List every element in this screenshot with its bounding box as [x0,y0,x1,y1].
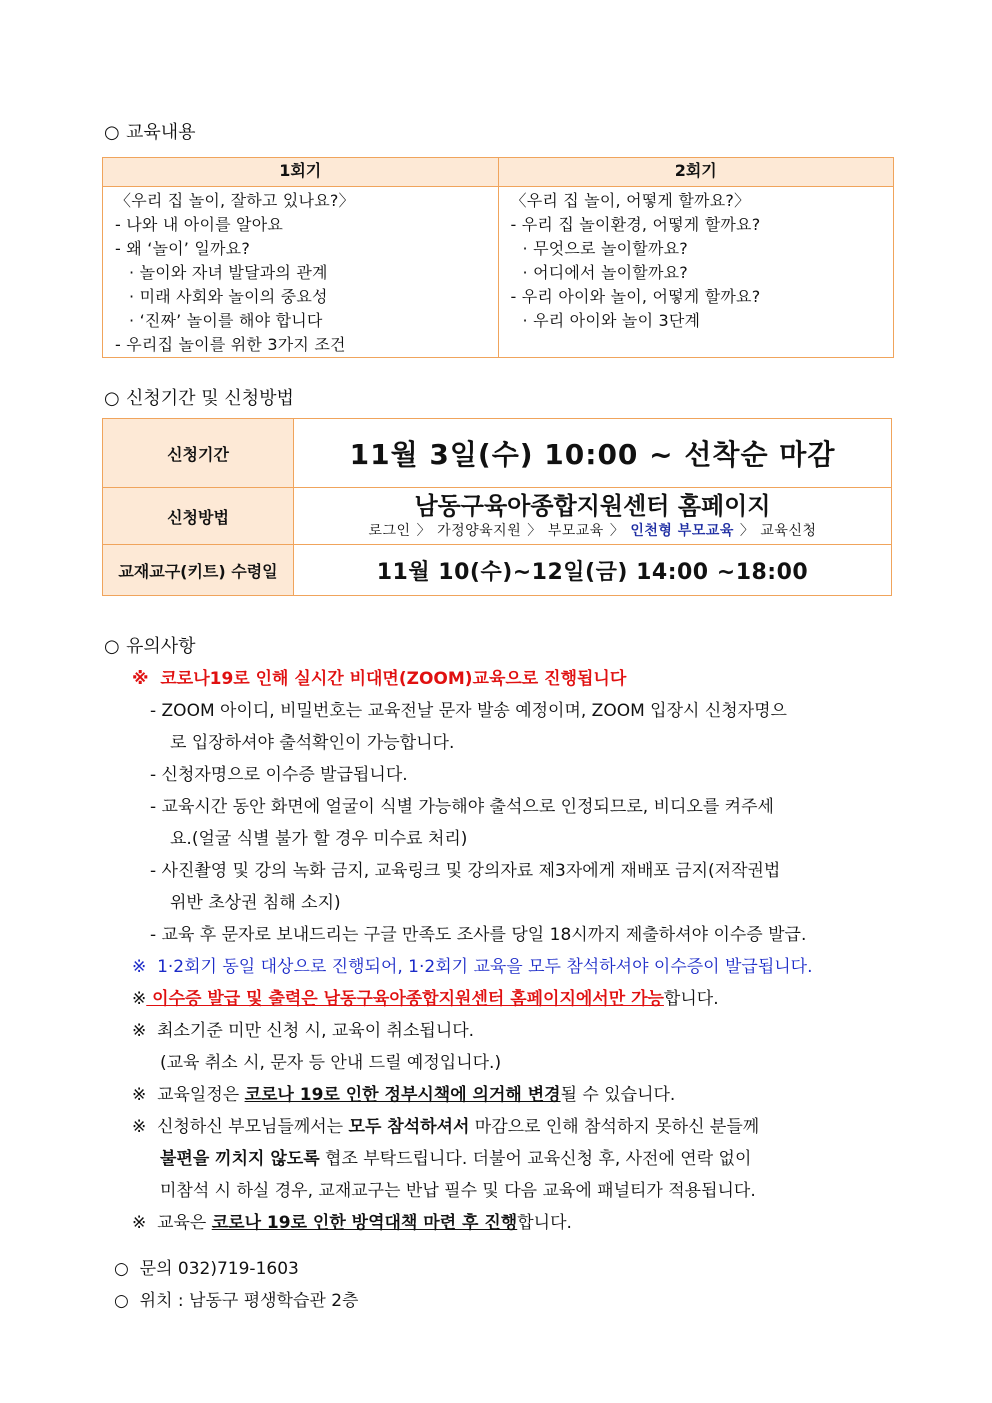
chevron-right-icon: 〉 [527,523,542,539]
note-line: 위반 초상권 침해 소지) [170,893,341,913]
curriculum-table [102,157,894,358]
reference-mark-icon: ※ [132,1117,147,1137]
quarantine-pre: 교육은 [157,1213,212,1233]
session1-line: · 미래 사회와 놀이의 중요성 [129,287,328,306]
inquiry-text: 문의 032)719-1603 [139,1259,299,1279]
cert-print-emphasis: 이수증 발급 및 출력은 남동구육아종합지원센터 홈페이지에서만 가능 [146,989,664,1009]
note-line: (교육 취소 시, 문자 등 안내 드릴 예정입니다.) [160,1053,502,1073]
schedule-tail: 될 수 있습니다. [560,1085,676,1105]
schedule-pre: 교육일정은 [157,1085,245,1105]
circle-bullet-icon: ○ [104,122,120,143]
both-sessions-note [132,952,813,977]
session1-line: - 우리집 놀이를 위한 3가지 조건 [115,335,346,354]
section-title: 유의사항 [126,636,196,657]
method-cell [294,488,892,545]
session1-content [103,187,499,358]
attendance-emphasis: 모두 참석하셔서 [348,1117,470,1137]
reference-mark-icon: ※ [132,1021,147,1041]
schedule-note [132,1080,675,1105]
path-step: 부모교육 [547,523,604,539]
session2-header: 2회기 [498,158,894,187]
cert-print-tail: 합니다. [663,989,719,1009]
quarantine-tail: 합니다. [517,1213,572,1233]
section-heading-apply [104,384,294,410]
min-note-text: 최소기준 미만 신청 시, 교육이 취소됩니다. [157,1021,475,1041]
note-line: 요.(얼굴 식별 불가 할 경우 미수료 처리) [170,829,468,849]
path-step-highlight: 인천형 부모교육 [630,523,734,539]
session2-line: · 어디에서 놀이할까요? [522,263,688,282]
session1-header: 1회기 [103,158,499,187]
cert-print-note [132,984,719,1009]
both-sessions-text: 1·2회기 동일 대상으로 진행되어, 1·2회기 교육을 모두 참석하셔야 이수증이 발급됩니다. [157,957,813,977]
attendance-mid: 마감으로 인해 참석하지 못하신 분들께 [469,1117,760,1137]
note-line: - 사진촬영 및 강의 녹화 금지, 교육링크 및 강의자료 제3자에게 재배포 금지(저작권법 [150,861,781,881]
section-heading-content [104,118,196,144]
note-line: - ZOOM 아이디, 비밀번호는 교육전날 문자 발송 예정이며, ZOOM 입장시 신청자명으 [150,701,787,721]
session2-line: - 우리 집 놀이환경, 어떻게 할까요? [510,215,761,234]
attendance-emphasis: 불편을 끼치지 않도록 [160,1149,320,1169]
circle-bullet-icon: ○ [104,388,120,409]
period-cell [294,419,892,488]
inquiry-line [114,1254,299,1279]
section-title: 교육내용 [126,122,196,143]
circle-bullet-icon: ○ [104,636,120,657]
quarantine-note [132,1208,572,1233]
quarantine-emphasis: 코로나 19로 인한 방역대책 마련 후 진행 [211,1213,518,1233]
attendance-line2 [160,1144,751,1169]
note-line: 로 입장하셔야 출석확인이 가능합니다. [170,733,455,753]
chevron-right-icon: 〉 [609,523,625,539]
session1-line: · 놀이와 자녀 발달과의 관계 [129,263,328,282]
zoom-notice [132,664,626,689]
location-line [114,1286,358,1311]
reference-mark-icon: ※ [132,957,147,977]
reference-mark-icon: ※ [132,989,147,1009]
reference-mark-icon: ※ [132,1085,147,1105]
reference-mark-icon: ※ [132,1213,147,1233]
period-value: 11월 3일(수) 10:00 ~ 선착순 마감 [349,438,836,471]
note-line: - 신청자명으로 이수증 발급됩니다. [150,765,408,785]
min-note [132,1016,474,1041]
schedule-emphasis: 코로나 19로 인한 정부시책에 의거해 변경 [244,1085,561,1105]
period-label: 신청기간 [103,419,294,488]
session1-line: 〈우리 집 놀이, 잘하고 있나요?〉 [115,191,355,210]
session1-line: · ‘진짜’ 놀이를 해야 합니다 [129,311,323,330]
path-step: 가정양육지원 [437,523,522,539]
circle-bullet-icon: ○ [114,1259,129,1279]
note-line: 미참석 시 하실 경우, 교재교구는 반납 필수 및 다음 교육에 패널티가 적용됩니다. [160,1181,756,1201]
method-title: 남동구육아종합지원센터 홈페이지 [414,492,771,520]
path-step: 로그인 [368,523,411,539]
kit-value: 11월 10(수)~12일(금) 14:00 ~18:00 [376,559,809,585]
chevron-right-icon: 〉 [739,523,755,539]
kit-cell [294,545,892,596]
location-text: 위치 : 남동구 평생학습관 2층 [139,1291,359,1311]
note-line: - 교육시간 동안 화면에 얼굴이 식별 가능해야 출석으로 인정되므로, 비디오를 켜주세 [150,797,774,817]
note-line: - 교육 후 문자로 보내드리는 구글 만족도 조사를 당일 18시까지 제출하셔야 이수증 발급. [150,925,807,945]
session2-line: - 우리 아이와 놀이, 어떻게 할까요? [510,287,761,306]
session2-line: · 우리 아이와 놀이 3단계 [522,311,701,330]
section-heading-notes [104,632,196,658]
session2-content [498,187,894,358]
attendance-pre: 신청하신 부모님들께서는 [157,1117,349,1137]
path-step: 교육신청 [760,523,817,539]
session1-line: - 나와 내 아이를 알아요 [115,215,284,234]
method-path [294,521,891,541]
method-label: 신청방법 [103,488,294,545]
apply-table [102,418,892,596]
session2-line: 〈우리 집 놀이, 어떻게 할까요?〉 [510,191,751,210]
attendance-tail: 협조 부탁드립니다. 더불어 교육신청 후, 사전에 연락 없이 [319,1149,752,1169]
reference-mark-icon: ※ [132,669,149,689]
zoom-notice-text: 코로나19로 인해 실시간 비대면(ZOOM)교육으로 진행됩니다 [160,669,627,689]
session1-line: - 왜 ‘놀이’ 일까요? [115,239,251,258]
session2-line: · 무엇으로 놀이할까요? [522,239,688,258]
chevron-right-icon: 〉 [416,523,432,539]
section-title: 신청기간 및 신청방법 [126,388,294,409]
kit-label: 교재교구(키트) 수령일 [103,545,294,596]
circle-bullet-icon: ○ [114,1291,129,1311]
attendance-note [132,1112,759,1137]
